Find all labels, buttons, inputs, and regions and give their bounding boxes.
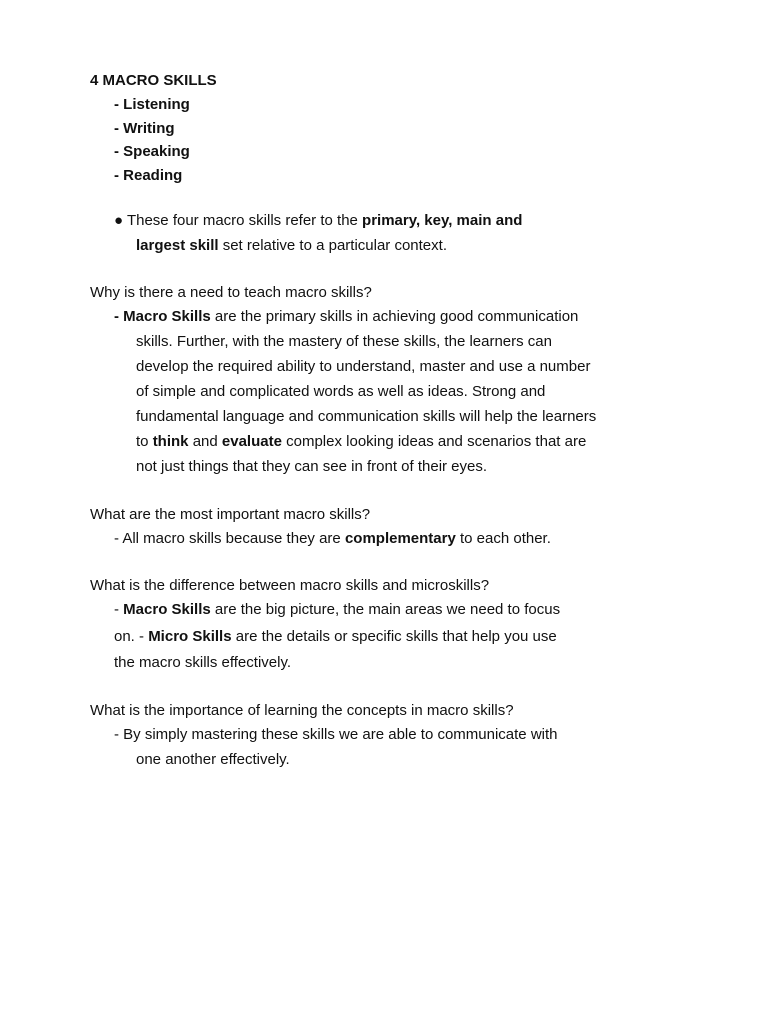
answer-1-line-2: skills. Further, with the mastery of these skills, the learners can <box>136 333 552 350</box>
question-3: What is the difference between macro skills and microskills? <box>90 577 490 594</box>
answer-3-line-3: the macro skills effectively. <box>114 654 292 671</box>
answer-3-line-2 <box>114 628 557 646</box>
note-emphasis-2: largest skill <box>136 237 219 254</box>
answer-4-line-1: - By simply mastering these skills we are able to communicate with <box>114 726 558 743</box>
answer-2-line-1 <box>114 530 551 548</box>
answer-1-term: Macro Skills <box>123 308 211 325</box>
answer-3-text-1: are the big picture, the main areas we need to focus <box>210 601 561 618</box>
page-title: 4 MACRO SKILLS <box>90 72 217 89</box>
answer-3-dash: - <box>114 601 124 618</box>
question-4: What is the importance of learning the concepts in macro skills? <box>90 702 514 719</box>
note-text: These four macro skills refer to the <box>123 212 363 229</box>
answer-3-term-micro: Micro Skills <box>148 628 232 645</box>
answer-1-line-6 <box>136 433 586 451</box>
answer-2-term: complementary <box>344 530 456 547</box>
answer-3-text-2b: are the details or specific skills that help you use <box>231 628 557 645</box>
answer-2-text: - All macro skills because they are <box>114 530 345 547</box>
answer-1-text: are the primary skills in achieving good communication <box>210 308 579 325</box>
answer-1-dash: - <box>114 308 124 325</box>
note-emphasis: primary, key, main and <box>362 212 523 229</box>
skill-item-writing: - Writing <box>114 120 175 137</box>
question-2: What are the most important macro skills? <box>90 506 371 523</box>
bullet-icon: ● <box>114 212 124 229</box>
answer-1-term-think: think <box>152 433 189 450</box>
answer-1-line-1 <box>114 308 578 326</box>
answer-1-text-6a: to <box>136 433 153 450</box>
note-line-1 <box>114 212 522 230</box>
skill-item-listening: - Listening <box>114 96 190 113</box>
answer-3-term-macro: Macro Skills <box>123 601 211 618</box>
answer-1-text-6b: and <box>188 433 222 450</box>
answer-3-text-2a: on. - <box>114 628 149 645</box>
note-line-2 <box>136 237 447 255</box>
answer-1-line-3: develop the required ability to understand, master and use a number <box>136 358 591 375</box>
answer-3-line-1 <box>114 601 560 619</box>
answer-1-line-5: fundamental language and communication skills will help the learners <box>136 408 597 425</box>
skill-item-speaking: - Speaking <box>114 143 190 160</box>
question-1: Why is there a need to teach macro skills? <box>90 284 372 301</box>
answer-2-text-end: to each other. <box>455 530 551 547</box>
answer-1-line-7: not just things that they can see in front of their eyes. <box>136 458 488 475</box>
answer-1-term-evaluate: evaluate <box>221 433 282 450</box>
skill-item-reading: - Reading <box>114 167 183 184</box>
answer-1-line-4: of simple and complicated words as well as ideas. Strong and <box>136 383 546 400</box>
answer-4-line-2: one another effectively. <box>136 751 290 768</box>
note-text-2: set relative to a particular context. <box>218 237 447 254</box>
answer-1-text-6c: complex looking ideas and scenarios that are <box>281 433 587 450</box>
